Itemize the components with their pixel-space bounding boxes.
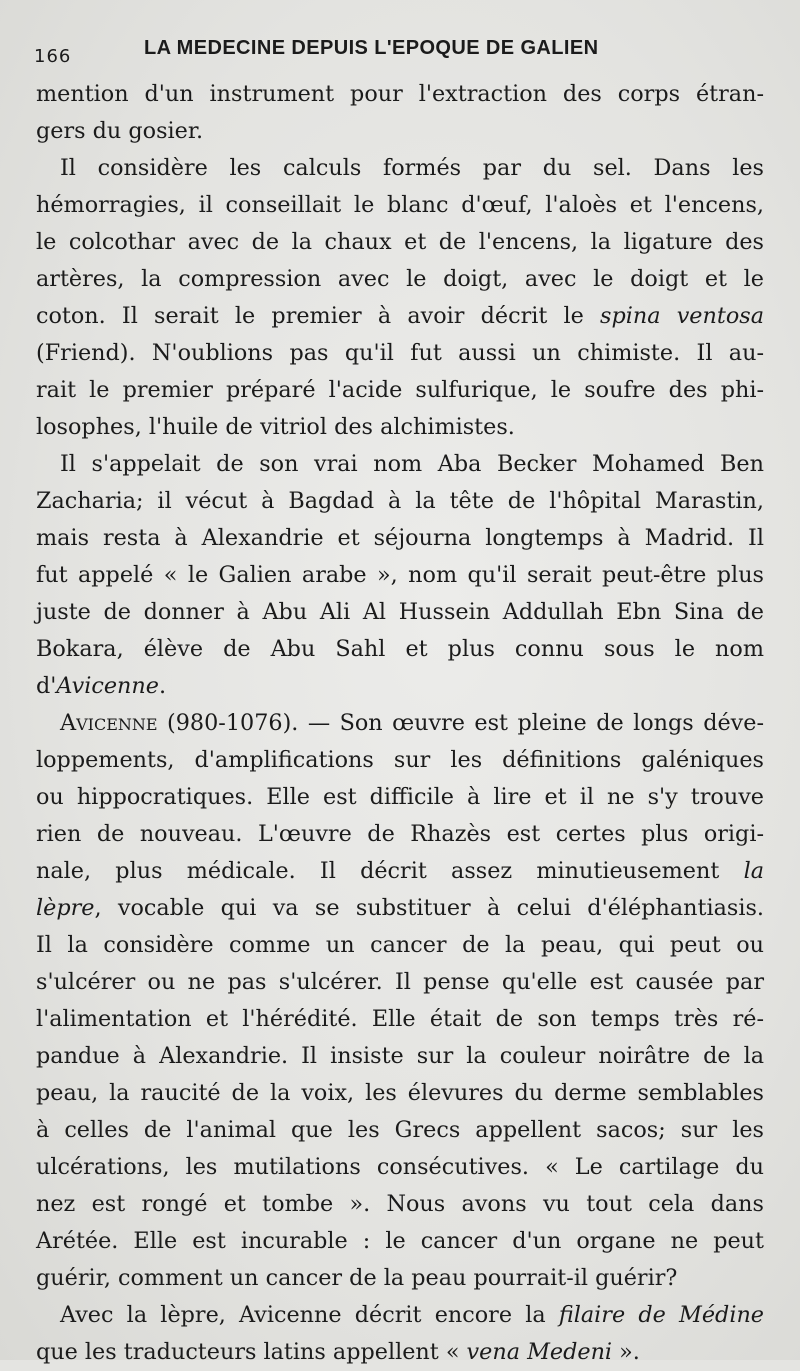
paragraph-2 [36, 150, 764, 446]
text-line: rien de nouveau. L'œuvre de Rhazès est certes plus origi- [36, 821, 764, 847]
text-run: d' [36, 673, 57, 699]
text-run: (980-1076). — Son œuvre est pleine de longs déve- [157, 710, 764, 736]
text-line: gers du gosier. [36, 118, 204, 144]
text-line: mais resta à Alexandrie et séjourna longtemps à Madrid. Il [36, 525, 764, 551]
text-line: loppements, d'amplifications sur les définitions galéniques [36, 747, 764, 773]
running-title: LA MEDECINE DEPUIS L'EPOQUE DE GALIEN [144, 37, 599, 59]
text-run: nale, plus médicale. Il décrit assez minutieusement [36, 858, 744, 884]
text-line [36, 668, 764, 705]
text-line: rait le premier préparé l'acide sulfurique, le soufre des phi- [36, 377, 764, 403]
text-line: fut appelé « le Galien arabe », nom qu'il serait peut-être plus [36, 562, 764, 588]
text-run: . [158, 673, 167, 699]
page-number: 166 [34, 46, 72, 67]
italic-term: lèpre [36, 895, 95, 921]
italic-term: spina ventosa [600, 303, 764, 329]
text-line: Il considère les calculs formés par du sel. Dans les [60, 155, 764, 181]
text-run: que les traducteurs latins appellent « [36, 1339, 467, 1365]
text-line: Il s'appelait de son vrai nom Aba Becker Mohamed Ben [60, 451, 764, 477]
text-line [36, 1334, 764, 1371]
text-run: Avec la lèpre, Avicenne décrit encore la [60, 1302, 559, 1328]
text-line: nez est rongé et tombe ». Nous avons vu tout cela dans [36, 1191, 764, 1217]
text-line: pandue à Alexandrie. Il insiste sur la couleur noirâtre de la [36, 1043, 764, 1069]
italic-term: Avicenne [56, 673, 159, 699]
text-line: l'alimentation et l'hérédité. Elle était de son temps très ré- [36, 1006, 764, 1032]
text-line: Arétée. Elle est incurable : le cancer d'un organe ne peut [36, 1228, 764, 1254]
text-line [36, 890, 764, 927]
text-line: artères, la compression avec le doigt, avec le doigt et le [36, 266, 764, 292]
text-line: Il la considère comme un cancer de la peau, qui peut ou [36, 932, 764, 958]
text-run: ». [612, 1339, 640, 1365]
text-run: , vocable qui va se substituer à celui d'éléphantiasis. [94, 895, 764, 921]
text-line: ou hippocratiques. Elle est difficile à lire et il ne s'y trouve [36, 784, 764, 810]
text-line: guérir, comment un cancer de la peau pourrait-il guérir? [36, 1265, 678, 1291]
text-line: le colcothar avec de la chaux et de l'encens, la ligature des [36, 229, 764, 255]
italic-term: filaire de Médine [558, 1302, 765, 1328]
text-line: peau, la raucité de la voix, les élevures du derme semblables [36, 1080, 764, 1106]
italic-term: la [743, 858, 764, 884]
italic-term: vena Medeni [466, 1339, 613, 1365]
text-line: mention d'un instrument pour l'extraction des corps étran- [36, 81, 764, 107]
text-run: coton. Il serait le premier à avoir décrit le [36, 303, 601, 329]
section-name: Avicenne [60, 710, 158, 736]
text-line [36, 1297, 764, 1334]
text-line: s'ulcérer ou ne pas s'ulcérer. Il pense qu'elle est causée par [36, 969, 764, 995]
paragraph-3 [36, 446, 764, 705]
paragraph-4 [36, 705, 764, 1297]
text-line: à celles de l'animal que les Grecs appellent sacos; sur les [36, 1117, 764, 1143]
paragraph-1 [36, 76, 764, 150]
text-line: losophes, l'huile de vitriol des alchimistes. [36, 414, 515, 440]
text-line: juste de donner à Abu Ali Al Hussein Addullah Ebn Sina de [36, 599, 764, 625]
text-line: ulcérations, les mutilations consécutives. « Le cartilage du [36, 1154, 764, 1180]
text-line: hémorragies, il conseillait le blanc d'œuf, l'aloès et l'encens, [36, 192, 764, 218]
running-head [34, 36, 760, 66]
text-line [36, 705, 764, 742]
text-line [36, 298, 764, 335]
text-line [36, 853, 764, 890]
text-line: (Friend). N'oublions pas qu'il fut aussi un chimiste. Il au- [36, 340, 764, 366]
text-line: Bokara, élève de Abu Sahl et plus connu sous le nom [36, 636, 764, 662]
text-line: Zacharia; il vécut à Bagdad à la tête de l'hôpital Marastin, [36, 488, 764, 514]
body-text [36, 76, 764, 1371]
